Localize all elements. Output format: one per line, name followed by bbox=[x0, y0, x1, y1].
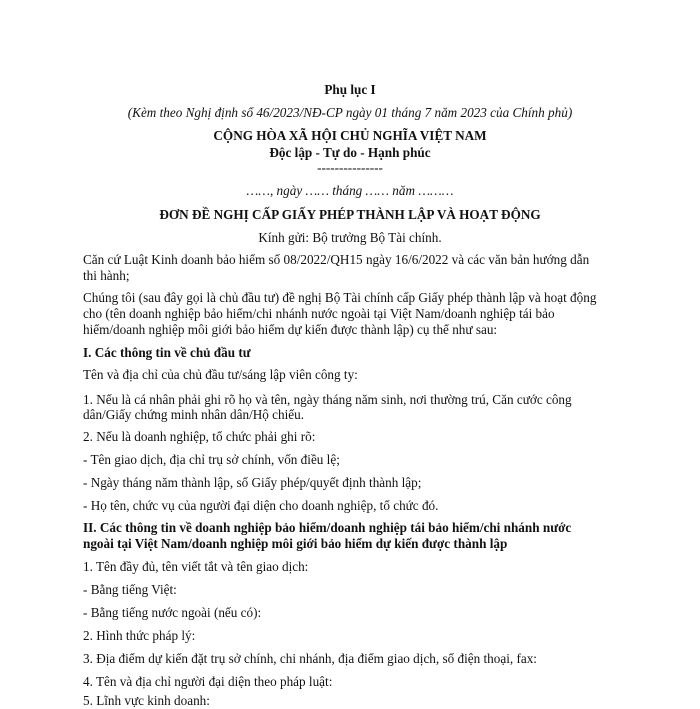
section-2-item-1-foreign: - Bằng tiếng nước ngoài (nếu có): bbox=[83, 605, 262, 620]
basis-line-1: Căn cứ Luật Kinh doanh bảo hiểm số 08/2022/QH15 ngày 16/6/2022 và các văn bản hướng dẫn bbox=[83, 252, 590, 267]
recipient-line: Kính gửi: Bộ trưởng Bộ Tài chính. bbox=[258, 230, 442, 245]
section-2-item-2: 2. Hình thức pháp lý: bbox=[83, 628, 196, 643]
appendix-subtitle: (Kèm theo Nghị định số 46/2023/NĐ-CP ngày 01 tháng 7 năm 2023 của Chính phủ) bbox=[127, 105, 573, 120]
section-2-item-1-vietnamese: - Bằng tiếng Việt: bbox=[83, 582, 177, 597]
section-1-bullet-3: - Họ tên, chức vụ của người đại diện cho doanh nghiệp, tổ chức đó. bbox=[83, 498, 439, 513]
section-1-heading: I. Các thông tin về chủ đầu tư bbox=[83, 345, 251, 360]
section-2-item-4: 4. Tên và địa chỉ người đại diện theo pháp luật: bbox=[83, 674, 333, 689]
section-2-item-5: 5. Lĩnh vực kinh doanh: bbox=[83, 693, 210, 708]
intro-line-2: cho (tên doanh nghiệp bảo hiểm/chi nhánh nước ngoài tại Việt Nam/doanh nghiệp tái bảo bbox=[83, 306, 555, 321]
appendix-title: Phụ lục I bbox=[324, 82, 376, 97]
nation-name: CỘNG HÒA XÃ HỘI CHỦ NGHĨA VIỆT NAM bbox=[213, 128, 487, 143]
section-1-intro: Tên và địa chỉ của chủ đầu tư/sáng lập viên công ty: bbox=[83, 367, 358, 382]
header-separator: --------------- bbox=[317, 160, 383, 175]
motto: Độc lập - Tự do - Hạnh phúc bbox=[269, 145, 431, 160]
section-1-bullet-1: - Tên giao dịch, địa chỉ trụ sở chính, vốn điều lệ; bbox=[83, 452, 340, 467]
basis-line-2: thi hành; bbox=[83, 268, 130, 283]
section-2-heading-line-2: ngoài tại Việt Nam/doanh nghiệp môi giới bảo hiểm dự kiến được thành lập bbox=[83, 536, 508, 551]
intro-line-1: Chúng tôi (sau đây gọi là chủ đầu tư) đề nghị Bộ Tài chính cấp Giấy phép thành lập và hoạt động bbox=[83, 290, 597, 305]
section-1-item-2: 2. Nếu là doanh nghiệp, tổ chức phải ghi rõ: bbox=[83, 429, 316, 444]
intro-line-3: hiểm/doanh nghiệp môi giới bảo hiểm dự kiến được thành lập) cụ thể như sau: bbox=[83, 322, 498, 337]
section-2-item-1: 1. Tên đầy đủ, tên viết tắt và tên giao dịch: bbox=[83, 559, 309, 574]
section-2-heading-line-1: II. Các thông tin về doanh nghiệp bảo hiểm/doanh nghiệp tái bảo hiểm/chi nhánh nước bbox=[83, 520, 572, 535]
form-title: ĐƠN ĐỀ NGHỊ CẤP GIẤY PHÉP THÀNH LẬP VÀ HOẠT ĐỘNG bbox=[159, 207, 541, 222]
section-1-item-1-line-1: 1. Nếu là cá nhân phải ghi rõ họ và tên, ngày tháng năm sinh, nơi thường trú, Căn cước công bbox=[83, 392, 572, 407]
section-1-bullet-2: - Ngày tháng năm thành lập, số Giấy phép/quyết định thành lập; bbox=[83, 475, 422, 490]
date-line: ……, ngày …… tháng …… năm ……… bbox=[246, 183, 454, 198]
section-2-item-3: 3. Địa điểm dự kiến đặt trụ sở chính, chi nhánh, địa điểm giao dịch, số điện thoại, fax: bbox=[83, 651, 537, 666]
section-1-item-1-line-2: dân/Giấy chứng minh nhân dân/Hộ chiếu. bbox=[83, 407, 305, 422]
